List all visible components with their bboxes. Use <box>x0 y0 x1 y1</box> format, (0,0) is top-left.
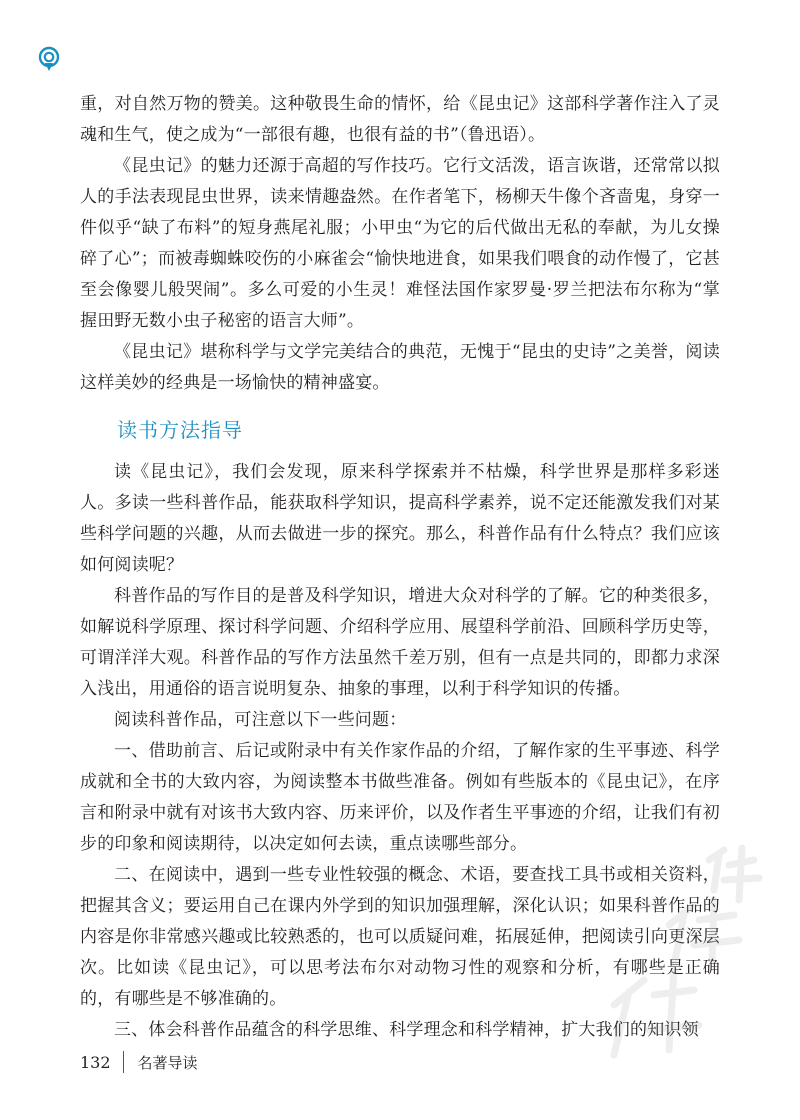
paragraph: 阅读科普作品，可注意以下一些问题： <box>114 710 407 730</box>
page-number: 132 <box>80 1052 111 1072</box>
paragraph: 重，对自然万物的赞美。这种敬畏生命的情怀，给《昆虫记》这部科学著作注入了灵魂和生气，使之成为“一部很有趣，也很有益的书”（鲁迅语）。 <box>80 94 720 145</box>
paragraph: 《昆虫记》堪称科学与文学完美结合的典范，无愧于“昆虫的史诗”之美誉，阅读这样美妙的经典是一场愉快的精神盛宴。 <box>80 342 720 393</box>
paragraph: 二、在阅读中，遇到一些专业性较强的概念、术语，要查找工具书或相关资料，把握其含义；要运用自己在课内外学到的知识加强理解，深化认识；如果科普作品的内容是你非常感兴趣或比较熟悉的，也可以质疑问难，拓展延伸，把阅读引向更深层次。比如读《昆虫记》，可以思考法布尔对动物习性的观察和分析，有哪些是正确的，有哪些是不够准确的。 <box>80 865 720 1009</box>
page-footer <box>80 1050 198 1074</box>
paragraph: 科普作品的写作目的是普及科学知识，增进大众对科学的了解。它的种类很多，如解说科学原理、探讨科学问题、介绍科学应用、展望科学前沿、回顾科学历史等，可谓洋洋大观。科普作品的写作方法虽然千差万别，但有一点是共同的，即都力求深入浅出，用通俗的语言说明复杂、抽象的事理，以利于科学知识的传播。 <box>80 586 720 699</box>
paragraph: 读《昆虫记》，我们会发现，原来科学探索并不枯燥，科学世界是那样多彩迷人。多读一些科普作品，能获取科学知识，提高科学素养，说不定还能激发我们对某些科学问题的兴趣，从而去做进一步的探究。那么，科普作品有什么特点？我们应该如何阅读呢？ <box>80 462 720 575</box>
section-title: 读书方法指导 <box>117 418 243 442</box>
paragraph: 《昆虫记》的魅力还源于高超的写作技巧。它行文活泼，语言诙谐，还常常以拟人的手法表现昆虫世界，读来情趣盎然。在作者笔下，杨柳天牛像个吝啬鬼，身穿一件似乎“缺了布料”的短身燕尾礼服；小甲虫“为它的后代做出无私的奉献，为儿女操碎了心”；而被毒蜘蛛咬伤的小麻雀会“愉快地进食，如果我们喂食的动作慢了，它甚至会像婴儿般哭闹”。多么可爱的小生灵！难怪法国作家罗曼·罗兰把法布尔称为“掌握田野无数小虫子秘密的语言大师”。 <box>80 156 720 331</box>
paragraph: 一、借助前言、后记或附录中有关作家作品的介绍，了解作家的生平事迹、科学成就和全书的大致内容，为阅读整本书做些准备。例如有些版本的《昆虫记》，在序言和附录中就有对该书大致内容、历来评价，以及作者生平事迹的介绍，让我们有初步的印象和阅读期待，以决定如何去读，重点读哪些部分。 <box>80 741 720 854</box>
body-text-top <box>80 89 720 399</box>
book-title: 名著导读 <box>137 1053 198 1072</box>
paragraph: 三、体会科普作品蕴含的科学思维、科学理念和科学精神，扩大我们的知识领 <box>114 1020 699 1040</box>
publisher-watermark-icon <box>574 830 764 1090</box>
publisher-logo-icon <box>36 46 62 72</box>
footer-divider <box>123 1051 124 1073</box>
